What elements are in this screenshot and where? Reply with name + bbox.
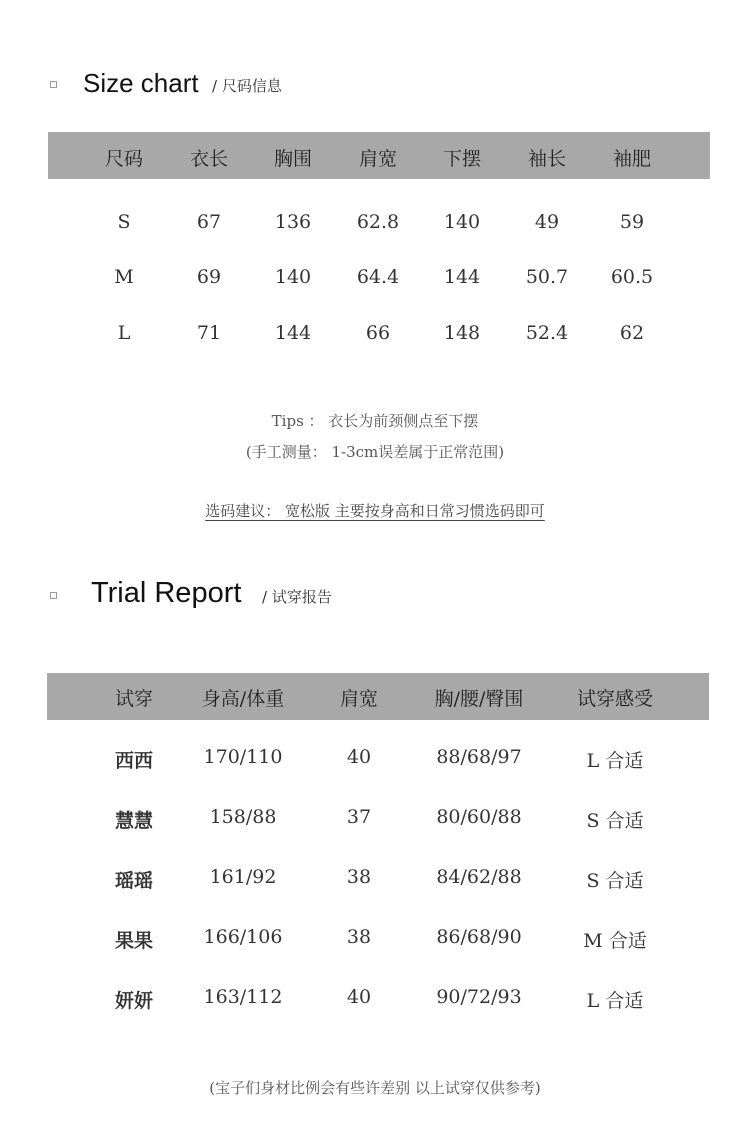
- size-chart-subtitle: / 尺码信息: [212, 77, 282, 95]
- size-table-cell: M: [114, 266, 134, 288]
- size-chart-title: Size chart: [83, 68, 199, 98]
- trial-table-header-fit: 试穿感受: [576, 688, 654, 710]
- size-table-cell: 136: [274, 211, 312, 233]
- trial-table-cell: 西西: [114, 750, 154, 772]
- trial-table-cell: 170/110: [203, 746, 283, 768]
- tips-measure-note: (手工测量： 1-3cm误差属于正常范围): [245, 443, 505, 461]
- bullet-square-icon: [50, 81, 57, 88]
- trial-table-header-name: 试穿: [114, 688, 154, 710]
- bullet-square-icon: [50, 592, 57, 599]
- trial-table-cell: 38: [346, 926, 372, 948]
- size-table-cell: 67: [196, 211, 222, 233]
- trial-table-cell: S 合适: [586, 870, 644, 892]
- size-table-cell: 148: [443, 322, 481, 344]
- trial-report-heading: [0, 574, 750, 614]
- trial-report-subtitle: / 试穿报告: [262, 588, 332, 606]
- trial-table-cell: 40: [346, 986, 372, 1008]
- size-table-cell: 144: [274, 322, 312, 344]
- size-table-cell: 66: [365, 322, 391, 344]
- size-table-header-sleeve-length: 袖长: [527, 148, 567, 170]
- size-table-cell: 62: [619, 322, 645, 344]
- trial-table-cell: 80/60/88: [436, 806, 522, 828]
- trial-table-cell: 妍妍: [114, 990, 154, 1012]
- trial-table-header-height-weight: 身高/体重: [201, 688, 285, 710]
- trial-table-cell: L 合适: [586, 990, 644, 1012]
- size-table-header-shoulder: 肩宽: [358, 148, 398, 170]
- tips-text: Tips ： 衣长为前颈侧点至下摆: [271, 412, 479, 430]
- size-table-cell: 71: [196, 322, 222, 344]
- trial-table-header-shoulder: 肩宽: [339, 688, 379, 710]
- trial-table-cell: M 合适: [583, 930, 647, 952]
- trial-table-cell: L 合适: [586, 750, 644, 772]
- size-table-cell: 62.8: [356, 211, 400, 233]
- size-table-cell: 59: [619, 211, 645, 233]
- trial-table-cell: 37: [346, 806, 372, 828]
- trial-table-cell: 163/112: [203, 986, 283, 1008]
- trial-table-cell: 90/72/93: [436, 986, 522, 1008]
- size-table-header-size: 尺码: [104, 148, 144, 170]
- size-chart-heading: [0, 66, 750, 106]
- size-table-cell: 49: [534, 211, 560, 233]
- size-table-cell: L: [117, 322, 131, 344]
- trial-table-cell: 果果: [114, 930, 154, 952]
- trial-table-header-measurements: 胸/腰/臀围: [434, 688, 524, 710]
- trial-table-cell: 166/106: [203, 926, 283, 948]
- trial-table-cell: 84/62/88: [436, 866, 522, 888]
- trial-table-cell: 慧慧: [114, 810, 154, 832]
- size-table-header-length: 衣长: [189, 148, 229, 170]
- trial-table-cell: 40: [346, 746, 372, 768]
- size-table-cell: S: [117, 211, 131, 233]
- size-table-cell: 52.4: [525, 322, 569, 344]
- trial-table-cell: S 合适: [586, 810, 644, 832]
- size-table-cell: 69: [196, 266, 222, 288]
- trial-table-cell: 38: [346, 866, 372, 888]
- size-table-cell: 64.4: [356, 266, 400, 288]
- trial-table-cell: 158/88: [209, 806, 277, 828]
- size-table-cell: 144: [443, 266, 481, 288]
- trial-table-cell: 86/68/90: [436, 926, 522, 948]
- trial-table-cell: 88/68/97: [436, 746, 522, 768]
- size-suggestion: 选码建议： 宽松版 主要按身高和日常习惯选码即可: [205, 502, 545, 520]
- trial-table-cell: 161/92: [209, 866, 277, 888]
- size-table-cell: 140: [443, 211, 481, 233]
- size-table-cell: 60.5: [610, 266, 654, 288]
- size-table-cell: 140: [274, 266, 312, 288]
- size-table-header-sleeve-width: 袖肥: [612, 148, 652, 170]
- trial-footnote: (宝子们身材比例会有些许差别 以上试穿仅供参考): [209, 1079, 541, 1097]
- size-table-header-hem: 下摆: [442, 148, 482, 170]
- size-table-cell: 50.7: [525, 266, 569, 288]
- size-table-header-chest: 胸围: [273, 148, 313, 170]
- trial-report-title: Trial Report: [91, 577, 242, 609]
- trial-table-cell: 瑶瑶: [114, 870, 154, 892]
